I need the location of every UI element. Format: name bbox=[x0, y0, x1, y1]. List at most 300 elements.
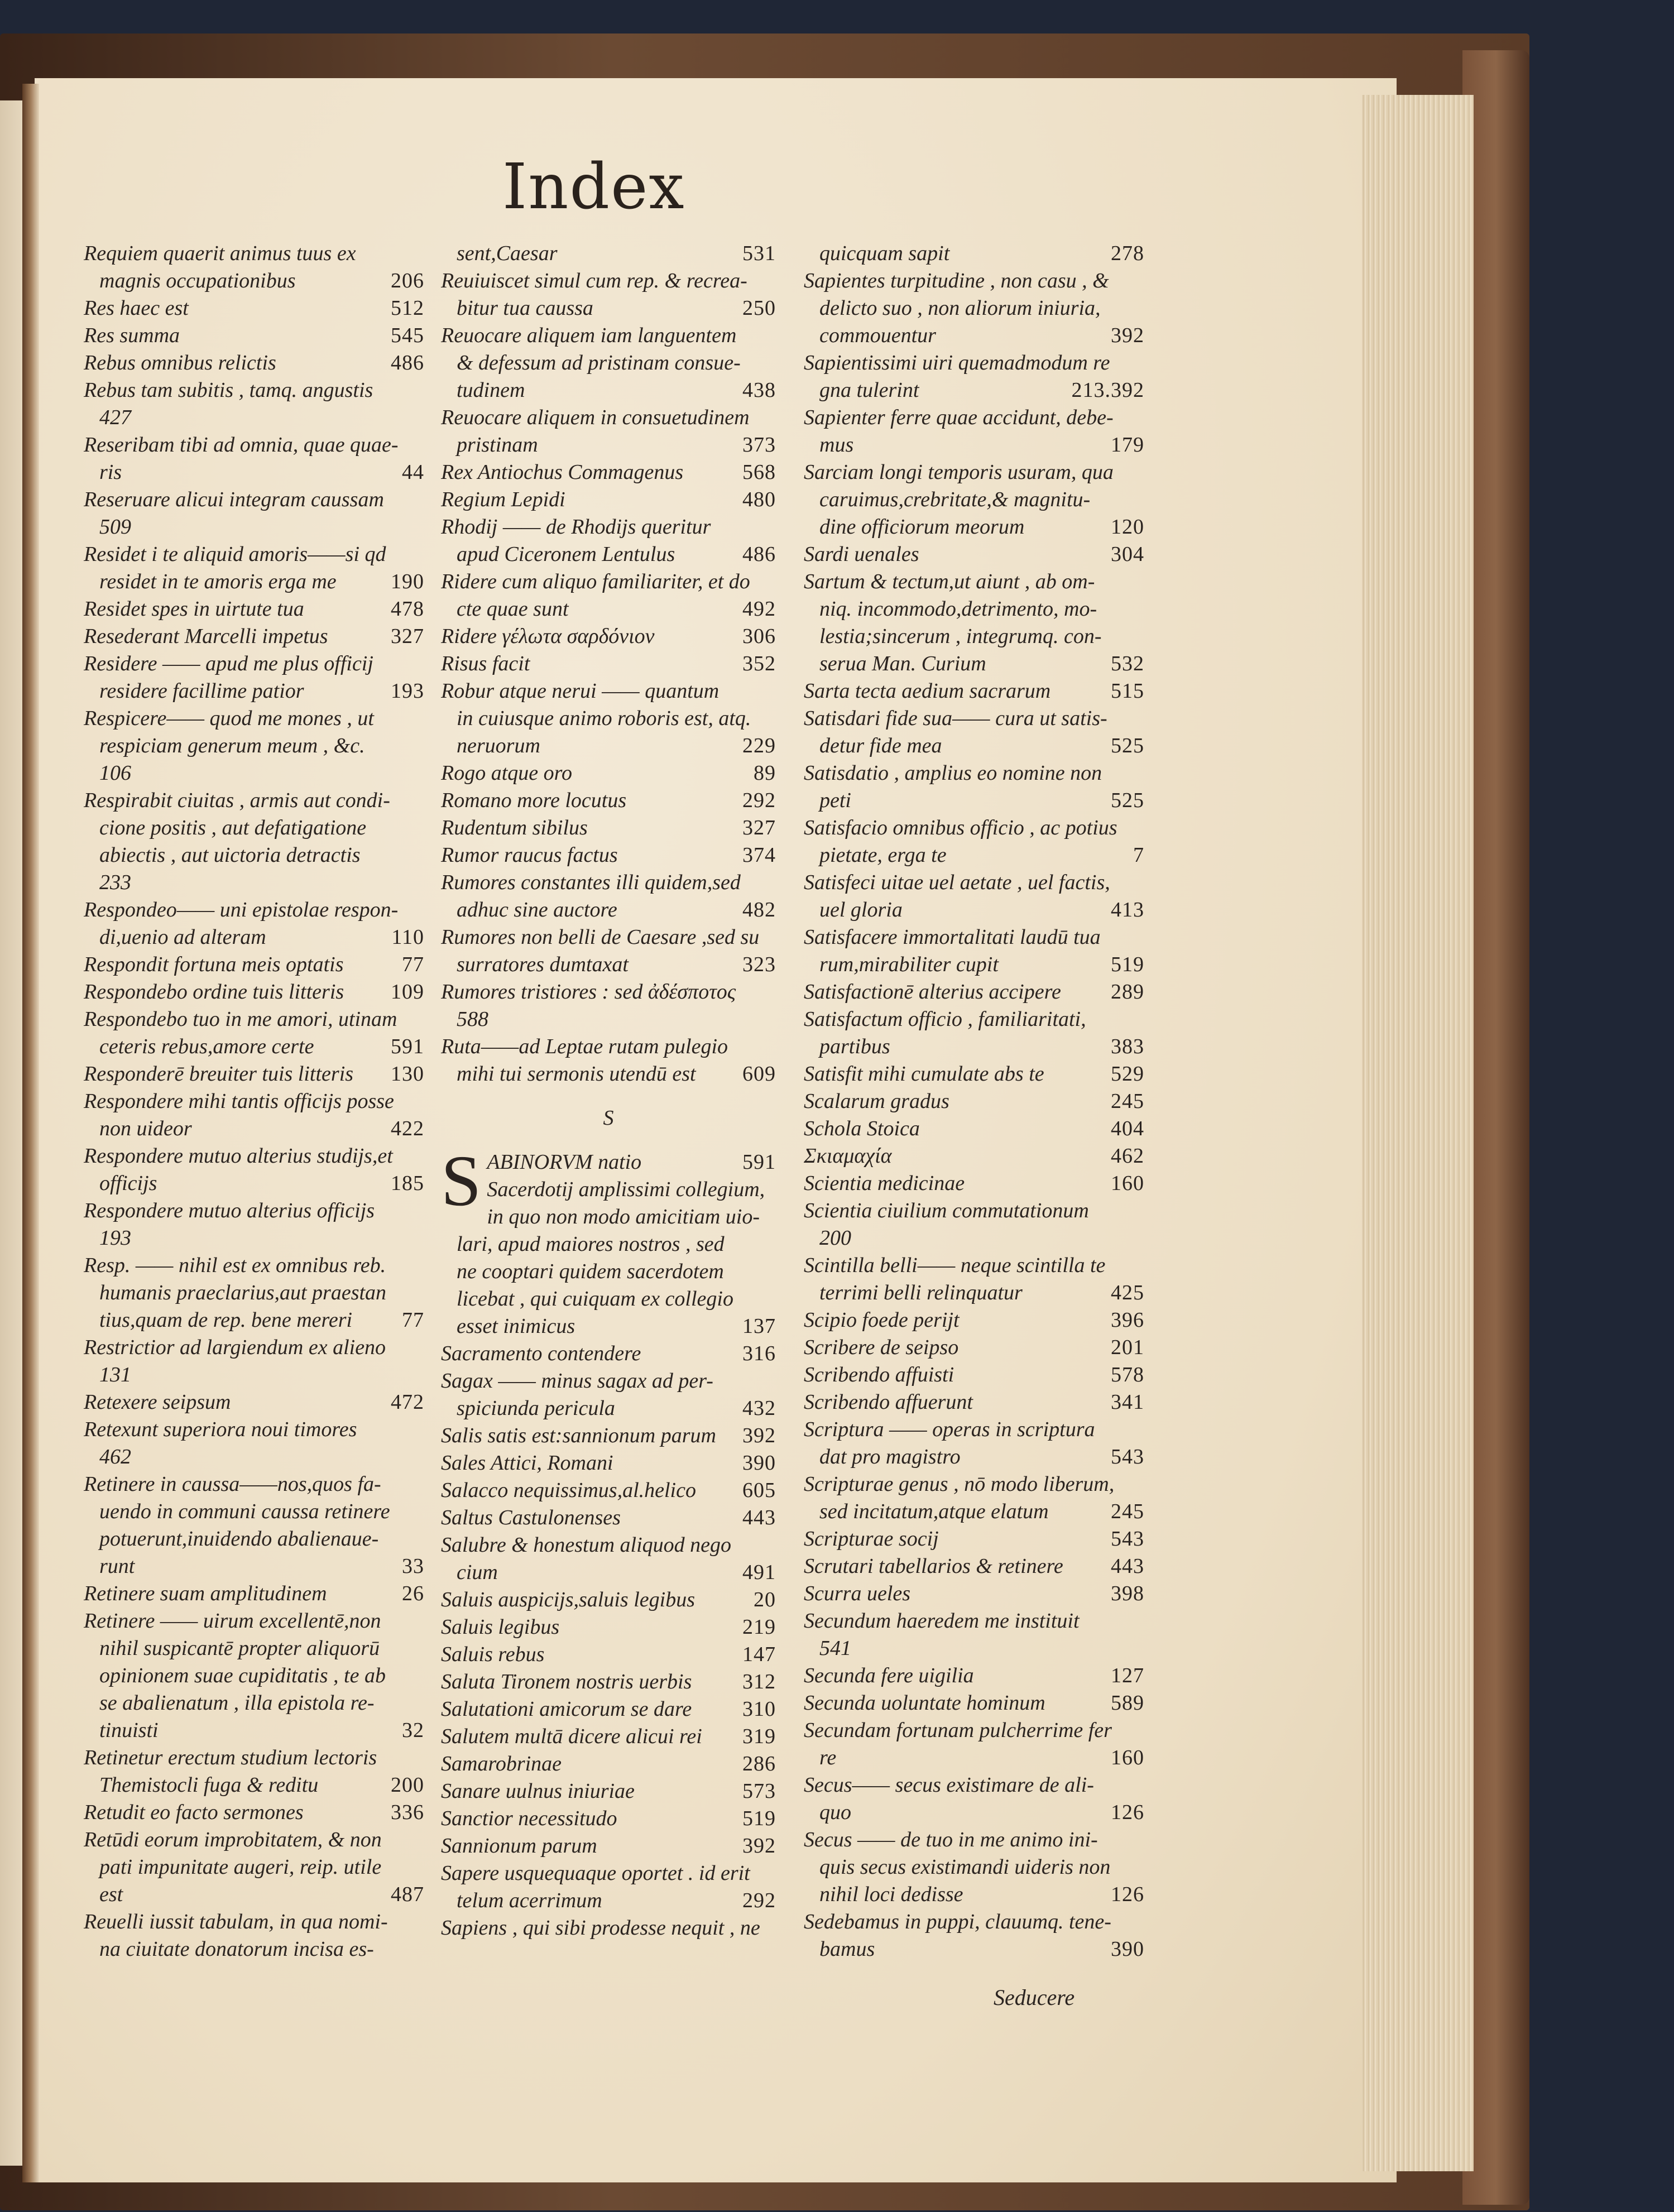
entry-text: caruimus,crebritate,& magnitu- bbox=[819, 488, 1091, 511]
index-entry bbox=[804, 924, 1144, 951]
index-entry bbox=[804, 486, 1144, 514]
index-entry bbox=[84, 623, 424, 650]
entry-text: detur fide mea bbox=[819, 734, 942, 757]
index-entry bbox=[84, 596, 424, 623]
index-entry bbox=[804, 760, 1144, 787]
index-entry bbox=[441, 1061, 776, 1088]
entry-text: Sarciam longi temporis usuram, qua bbox=[804, 460, 1114, 484]
entry-text: Scientia ciuilium commutationum bbox=[804, 1199, 1089, 1222]
index-entry bbox=[804, 1115, 1144, 1143]
page-reference: 289 bbox=[1111, 980, 1144, 1004]
page-reference: 89 bbox=[754, 761, 776, 785]
entry-text: Residere —— apud me plus officij bbox=[84, 652, 373, 675]
entry-text: Secundum haeredem me instituit bbox=[804, 1609, 1080, 1633]
index-entry bbox=[804, 1908, 1144, 1936]
index-entry bbox=[804, 732, 1144, 760]
index-entry bbox=[84, 1854, 424, 1881]
page-reference: 190 bbox=[391, 570, 424, 593]
index-entry bbox=[804, 349, 1144, 377]
entry-text: Sales Attici, Romani bbox=[441, 1451, 613, 1475]
entry-text: Salacco nequissimus,al.helico bbox=[441, 1479, 696, 1502]
index-entry bbox=[804, 650, 1144, 678]
index-entry bbox=[84, 760, 424, 787]
page-reference: 319 bbox=[742, 1725, 776, 1748]
entry-text: Respondere mutuo alterius officijs bbox=[84, 1199, 375, 1222]
entry-text: pristinam bbox=[457, 433, 538, 457]
index-entry bbox=[804, 1553, 1144, 1580]
index-entry bbox=[804, 1389, 1144, 1416]
index-entry bbox=[804, 1936, 1144, 1963]
entry-text: di,uenio ad alteram bbox=[99, 925, 266, 949]
index-entry bbox=[441, 1559, 776, 1586]
index-entry bbox=[804, 978, 1144, 1006]
page-reference: 327 bbox=[742, 816, 776, 839]
index-entry bbox=[441, 760, 776, 787]
index-entry bbox=[441, 1668, 776, 1696]
index-entry bbox=[441, 486, 776, 514]
index-entry bbox=[804, 705, 1144, 732]
page-reference: 398 bbox=[1111, 1582, 1144, 1605]
page-reference: 327 bbox=[391, 625, 424, 648]
index-entry bbox=[84, 1033, 424, 1061]
index-entry bbox=[804, 267, 1144, 295]
page-reference: 292 bbox=[742, 789, 776, 812]
index-entry bbox=[441, 623, 776, 650]
index-entry bbox=[804, 869, 1144, 896]
entry-text: Satisfactum officio , familiaritati, bbox=[804, 1007, 1086, 1031]
entry-text: Reuiuiscet simul cum rep. & recrea- bbox=[441, 269, 747, 292]
page-reference: 130 bbox=[391, 1062, 424, 1086]
entry-text: pietate, erga te bbox=[819, 843, 947, 867]
page-reference: 396 bbox=[1111, 1308, 1144, 1332]
index-entry bbox=[84, 924, 424, 951]
index-entry bbox=[84, 896, 424, 924]
index-entry bbox=[84, 541, 424, 568]
entry-text: Scripturae socij bbox=[804, 1527, 939, 1551]
index-entry bbox=[84, 1608, 424, 1635]
index-entry bbox=[804, 596, 1144, 623]
index-entry bbox=[441, 1641, 776, 1668]
index-entry bbox=[441, 1914, 776, 1942]
entry-text: terrimi belli relinquatur bbox=[819, 1281, 1023, 1304]
entry-text: Residet spes in uirtute tua bbox=[84, 597, 304, 621]
entry-text: Residet i te aliquid amoris——si qd bbox=[84, 543, 386, 566]
index-entry bbox=[441, 732, 776, 760]
entry-text: Retinetur erectum studium lectoris bbox=[84, 1746, 377, 1769]
entry-text: 427 bbox=[99, 406, 131, 429]
index-entry bbox=[441, 1033, 776, 1061]
page-reference: 404 bbox=[1111, 1117, 1144, 1140]
index-entry bbox=[804, 1772, 1144, 1799]
page-reference: 304 bbox=[1111, 543, 1144, 566]
entry-text: Scribendo affuisti bbox=[804, 1363, 954, 1386]
entry-text: residet in te amoris erga me bbox=[99, 570, 337, 593]
index-entry bbox=[804, 842, 1144, 869]
index-entry bbox=[804, 1662, 1144, 1690]
index-entry bbox=[84, 1225, 424, 1252]
index-entry bbox=[84, 1471, 424, 1498]
entry-text: est bbox=[99, 1883, 123, 1906]
page-reference: 306 bbox=[742, 625, 776, 648]
index-entry bbox=[804, 404, 1144, 431]
index-entry bbox=[84, 240, 424, 267]
page-reference: 491 bbox=[742, 1561, 776, 1584]
index-entry bbox=[804, 1744, 1144, 1772]
index-entry bbox=[84, 1416, 424, 1443]
entry-text: ABINORVM natio bbox=[487, 1150, 642, 1174]
entry-text: serua Man. Curium bbox=[819, 652, 986, 675]
entry-text: apud Ciceronem Lentulus bbox=[457, 543, 675, 566]
entry-text: Sardi uenales bbox=[804, 543, 919, 566]
entry-text: quicquam sapit bbox=[819, 242, 950, 265]
index-entry bbox=[84, 1389, 424, 1416]
entry-text: dat pro magistro bbox=[819, 1445, 961, 1469]
entry-text: Secus —— de tuo in me animo ini- bbox=[804, 1828, 1098, 1851]
entry-text: quis secus existimandi uideris non bbox=[819, 1855, 1111, 1879]
index-entry bbox=[804, 568, 1144, 596]
index-entry bbox=[441, 1006, 776, 1033]
page-reference: 201 bbox=[1111, 1336, 1144, 1359]
page-reference: 487 bbox=[391, 1883, 424, 1906]
entry-text: Sedebamus in puppi, clauumq. tene- bbox=[804, 1910, 1111, 1933]
index-entry bbox=[441, 1313, 776, 1340]
page-reference: 543 bbox=[1111, 1445, 1144, 1469]
page-reference: 568 bbox=[742, 460, 776, 484]
page-reference: 392 bbox=[742, 1834, 776, 1858]
entry-text: Satisdari fide sua—— cura ut satis- bbox=[804, 707, 1107, 730]
entry-text: Satisdatio , amplius eo nomine non bbox=[804, 761, 1102, 785]
entry-text: dine officiorum meorum bbox=[819, 515, 1025, 539]
entry-text: mus bbox=[819, 433, 854, 457]
index-entry bbox=[84, 1334, 424, 1361]
index-entry bbox=[84, 1690, 424, 1717]
index-entry bbox=[441, 842, 776, 869]
index-entry bbox=[804, 1525, 1144, 1553]
index-entry bbox=[804, 787, 1144, 814]
index-entry bbox=[804, 678, 1144, 705]
page-reference: 392 bbox=[742, 1424, 776, 1447]
entry-text: 588 bbox=[457, 1007, 488, 1031]
index-entry bbox=[84, 1717, 424, 1744]
page-reference: 44 bbox=[402, 460, 424, 484]
entry-text: Salutationi amicorum se dare bbox=[441, 1697, 692, 1721]
entry-text: ne cooptari quidem sacerdotem bbox=[457, 1260, 724, 1283]
entry-text: Saluis auspicijs,saluis legibus bbox=[441, 1588, 695, 1611]
index-entry bbox=[84, 1361, 424, 1389]
entry-text: Responderē breuiter tuis litteris bbox=[84, 1062, 354, 1086]
entry-text: tudinem bbox=[457, 378, 525, 402]
entry-text: in quo non modo amicitiam uio- bbox=[487, 1205, 760, 1229]
index-entry bbox=[84, 1088, 424, 1115]
index-entry bbox=[84, 377, 424, 404]
entry-text: Σκιαμαχία bbox=[804, 1144, 892, 1168]
index-entry bbox=[804, 1498, 1144, 1525]
entry-text: quo bbox=[819, 1801, 851, 1824]
entry-text: runt bbox=[99, 1554, 135, 1578]
page-reference: 245 bbox=[1111, 1500, 1144, 1523]
entry-text: Reseribam tibi ad omnia, quae quae- bbox=[84, 433, 399, 457]
page-edges bbox=[1362, 95, 1474, 2171]
entry-text: respiciam generum meum , &c. bbox=[99, 734, 365, 757]
entry-text: neruorum bbox=[457, 734, 540, 757]
page-reference: 323 bbox=[742, 953, 776, 976]
index-entry bbox=[804, 1580, 1144, 1608]
index-entry bbox=[441, 1367, 776, 1395]
index-entry bbox=[804, 814, 1144, 842]
entry-text: 193 bbox=[99, 1226, 131, 1250]
page-reference: 578 bbox=[1111, 1363, 1144, 1386]
page-reference: 26 bbox=[402, 1582, 424, 1605]
index-entry bbox=[84, 705, 424, 732]
page-reference: 312 bbox=[742, 1670, 776, 1693]
entry-text: Secunda uoluntate hominum bbox=[804, 1691, 1045, 1715]
index-entry bbox=[804, 514, 1144, 541]
entry-text: niq. incommodo,detrimento, mo- bbox=[819, 597, 1097, 621]
entry-text: Secundam fortunam pulcherrime fer bbox=[804, 1719, 1112, 1742]
page-reference: 206 bbox=[391, 269, 424, 292]
index-entry bbox=[441, 924, 776, 951]
entry-text: Scalarum gradus bbox=[804, 1090, 949, 1113]
entry-text: Sapere usquequaque oportet . id erit bbox=[441, 1861, 750, 1885]
index-entry bbox=[441, 1450, 776, 1477]
index-entry bbox=[84, 1061, 424, 1088]
index-entry bbox=[441, 541, 776, 568]
index-entry bbox=[84, 1635, 424, 1662]
page-title: Index bbox=[502, 151, 685, 223]
page-reference: 77 bbox=[402, 953, 424, 976]
entry-text: 509 bbox=[99, 515, 131, 539]
entry-text: in cuiusque animo roboris est, atq. bbox=[457, 707, 751, 730]
entry-text: spiciunda pericula bbox=[457, 1397, 615, 1420]
page-reference: 531 bbox=[742, 242, 776, 265]
index-entry bbox=[441, 1778, 776, 1805]
page-reference: 20 bbox=[754, 1588, 776, 1611]
entry-text: Reuelli iussit tabulam, in qua nomi- bbox=[84, 1910, 388, 1933]
index-entry bbox=[441, 322, 776, 349]
entry-text: Sapientes turpitudine , non casu , & bbox=[804, 269, 1109, 292]
entry-text: cte quae sunt bbox=[457, 597, 569, 621]
index-entry bbox=[441, 240, 776, 267]
index-entry bbox=[441, 1422, 776, 1450]
index-entry bbox=[804, 1170, 1144, 1197]
entry-text: se abalienatum , illa epistola re- bbox=[99, 1691, 375, 1715]
index-entry bbox=[804, 1361, 1144, 1389]
book-gutter bbox=[22, 84, 39, 2182]
index-entry bbox=[84, 1799, 424, 1826]
catchword: Seducere bbox=[994, 1985, 1075, 2010]
entry-text: Sartum & tectum,ut aiunt , ab om- bbox=[804, 570, 1095, 593]
index-entry bbox=[804, 623, 1144, 650]
index-entry bbox=[804, 541, 1144, 568]
entry-text: surratores dumtaxat bbox=[457, 953, 629, 976]
index-entry bbox=[84, 1252, 424, 1279]
entry-text: Satisfactionē alterius accipere bbox=[804, 980, 1061, 1004]
entry-text: Salis satis est:sannionum parum bbox=[441, 1424, 716, 1447]
entry-text: Reuocare aliquem iam languentem bbox=[441, 324, 737, 347]
page-reference: 341 bbox=[1111, 1390, 1144, 1414]
index-entry bbox=[441, 1805, 776, 1832]
page-reference: 480 bbox=[742, 488, 776, 511]
entry-text: Rumores non belli de Caesare ,sed su bbox=[441, 925, 760, 949]
page-reference: 486 bbox=[391, 351, 424, 375]
entry-text: Rex Antiochus Commagenus bbox=[441, 460, 684, 484]
entry-text: Respicere—— quod me mones , ut bbox=[84, 707, 374, 730]
index-entry bbox=[84, 1525, 424, 1553]
entry-text: Rebus tam subitis , tamq. angustis bbox=[84, 378, 373, 402]
entry-text: Respondit fortuna meis optatis bbox=[84, 953, 344, 976]
entry-text: Satisfit mihi cumulate abs te bbox=[804, 1062, 1044, 1086]
index-entry bbox=[84, 1662, 424, 1690]
index-entry bbox=[804, 295, 1144, 322]
entry-text: Rogo atque oro bbox=[441, 761, 573, 785]
entry-text: Respirabit ciuitas , armis aut condi- bbox=[84, 789, 390, 812]
entry-text: Satisfacio omnibus officio , ac potius bbox=[804, 816, 1117, 839]
entry-text: Retinere —— uirum excellentē,non bbox=[84, 1609, 381, 1633]
entry-text: Scripturae genus , nō modo liberum, bbox=[804, 1472, 1115, 1496]
page-reference: 529 bbox=[1111, 1062, 1144, 1086]
index-entry bbox=[441, 568, 776, 596]
entry-text: Resederant Marcelli impetus bbox=[84, 625, 328, 648]
index-entry bbox=[441, 1586, 776, 1614]
index-entry bbox=[441, 431, 776, 459]
entry-text: 106 bbox=[99, 761, 131, 785]
index-entry bbox=[804, 1416, 1144, 1443]
index-entry bbox=[441, 678, 776, 705]
index-entry bbox=[804, 1197, 1144, 1225]
entry-text: Salutem multā dicere alicui rei bbox=[441, 1725, 702, 1748]
entry-text: Robur atque nerui —— quantum bbox=[441, 679, 720, 703]
page-reference: 486 bbox=[742, 543, 776, 566]
page-reference: 245 bbox=[1111, 1090, 1144, 1113]
entry-text: Scribendo affuerunt bbox=[804, 1390, 973, 1414]
page-reference: 352 bbox=[742, 652, 776, 675]
entry-text: nihil loci dedisse bbox=[819, 1883, 963, 1906]
index-entry bbox=[84, 1115, 424, 1143]
index-entry bbox=[804, 1826, 1144, 1854]
index-entry bbox=[441, 1832, 776, 1860]
page-reference: 492 bbox=[742, 597, 776, 621]
index-entry bbox=[84, 1197, 424, 1225]
entry-text: abiectis , aut uictoria detractis bbox=[99, 843, 361, 867]
entry-text: Sannionum parum bbox=[441, 1834, 597, 1858]
index-entry bbox=[804, 1088, 1144, 1115]
entry-text: Retinere suam amplitudinem bbox=[84, 1582, 327, 1605]
entry-text: Scurra ueles bbox=[804, 1582, 911, 1605]
entry-text: Romano more locutus bbox=[441, 789, 627, 812]
entry-text: Scrutari tabellarios & retinere bbox=[804, 1554, 1063, 1578]
index-entry bbox=[84, 787, 424, 814]
entry-text: partibus bbox=[819, 1035, 890, 1058]
index-entry bbox=[441, 1614, 776, 1641]
entry-text: 131 bbox=[99, 1363, 131, 1386]
index-entry bbox=[804, 1854, 1144, 1881]
entry-text: Scipio foede perijt bbox=[804, 1308, 960, 1332]
entry-text: Scientia medicinae bbox=[804, 1172, 965, 1195]
entry-text: potuerunt,inuidendo abalienaue- bbox=[99, 1527, 379, 1551]
page-reference: 525 bbox=[1111, 734, 1144, 757]
index-column-1 bbox=[84, 240, 424, 1963]
index-entry bbox=[84, 842, 424, 869]
entry-text: 462 bbox=[99, 1445, 131, 1469]
entry-text: mihi tui sermonis utendū est bbox=[457, 1062, 696, 1086]
page-reference: 443 bbox=[1111, 1554, 1144, 1578]
entry-text: lari, apud maiores nostros , sed bbox=[457, 1232, 725, 1256]
entry-text: tinuisti bbox=[99, 1719, 159, 1742]
page-reference: 413 bbox=[1111, 898, 1144, 922]
page-reference: 443 bbox=[742, 1506, 776, 1529]
index-entry bbox=[804, 459, 1144, 486]
page-reference: 373 bbox=[742, 433, 776, 457]
index-entry bbox=[804, 1252, 1144, 1279]
entry-text: Rumores constantes illi quidem,sed bbox=[441, 871, 741, 894]
entry-text: Respondere mutuo alterius studijs,et bbox=[84, 1144, 393, 1168]
page-reference: 310 bbox=[742, 1697, 776, 1721]
index-entry bbox=[84, 431, 424, 459]
index-entry bbox=[441, 1860, 776, 1887]
entry-text: Respondeo—— uni epistolae respon- bbox=[84, 898, 399, 922]
page-reference: 137 bbox=[742, 1314, 776, 1338]
page-reference: 120 bbox=[1111, 515, 1144, 539]
page-reference: 609 bbox=[742, 1062, 776, 1086]
index-entry bbox=[804, 1279, 1144, 1307]
index-entry bbox=[84, 1143, 424, 1170]
index-entry bbox=[804, 1061, 1144, 1088]
entry-text: opinionem suae cupiditatis , te ab bbox=[99, 1664, 386, 1687]
entry-text: Sarta tecta aedium sacrarum bbox=[804, 679, 1051, 703]
entry-text: Sacerdotij amplissimi collegium, bbox=[487, 1178, 765, 1201]
index-entry bbox=[441, 787, 776, 814]
entry-text: Reuocare aliquem in consuetudinem bbox=[441, 406, 750, 429]
page-reference: 605 bbox=[742, 1479, 776, 1502]
page-reference: 126 bbox=[1111, 1801, 1144, 1824]
entry-text: Res haec est bbox=[84, 296, 189, 320]
entry-text: Regium Lepidi bbox=[441, 488, 565, 511]
index-entry bbox=[84, 951, 424, 978]
entry-text: Scintilla belli—— neque scintilla te bbox=[804, 1254, 1106, 1277]
page-reference: 229 bbox=[742, 734, 776, 757]
entry-text: Rebus omnibus relictis bbox=[84, 351, 276, 375]
page-reference: 33 bbox=[402, 1554, 424, 1578]
entry-text: Saluis legibus bbox=[441, 1615, 560, 1639]
index-entry bbox=[441, 1887, 776, 1914]
index-column-2 bbox=[441, 240, 776, 1942]
page-reference: 383 bbox=[1111, 1035, 1144, 1058]
index-entry bbox=[84, 1826, 424, 1854]
entry-text: Themistocli fuga & reditu bbox=[99, 1773, 319, 1797]
entry-text: Restrictior ad largiendum ex alieno bbox=[84, 1336, 386, 1359]
index-entry bbox=[84, 486, 424, 514]
index-entry bbox=[84, 1443, 424, 1471]
entry-text: Secus—— secus existimare de ali- bbox=[804, 1773, 1094, 1797]
entry-text: gna tulerint bbox=[819, 378, 919, 402]
page-reference: 591 bbox=[742, 1150, 776, 1174]
entry-text: Rudentum sibilus bbox=[441, 816, 588, 839]
index-entry bbox=[804, 951, 1144, 978]
entry-text: re bbox=[819, 1746, 837, 1769]
index-entry bbox=[804, 1608, 1144, 1635]
index-entry bbox=[84, 1170, 424, 1197]
page-reference: 7 bbox=[1133, 843, 1144, 867]
index-entry bbox=[84, 568, 424, 596]
index-entry bbox=[804, 1690, 1144, 1717]
entry-text: Sagax —— minus sagax ad per- bbox=[441, 1369, 713, 1393]
entry-text: delicto suo , non aliorum iniuria, bbox=[819, 296, 1101, 320]
index-entry bbox=[441, 459, 776, 486]
page-reference: 109 bbox=[391, 980, 424, 1004]
entry-text: Respondebo tuo in me amori, utinam bbox=[84, 1007, 397, 1031]
entry-text: humanis praeclarius,aut praestan bbox=[99, 1281, 387, 1304]
index-entry bbox=[84, 1881, 424, 1908]
